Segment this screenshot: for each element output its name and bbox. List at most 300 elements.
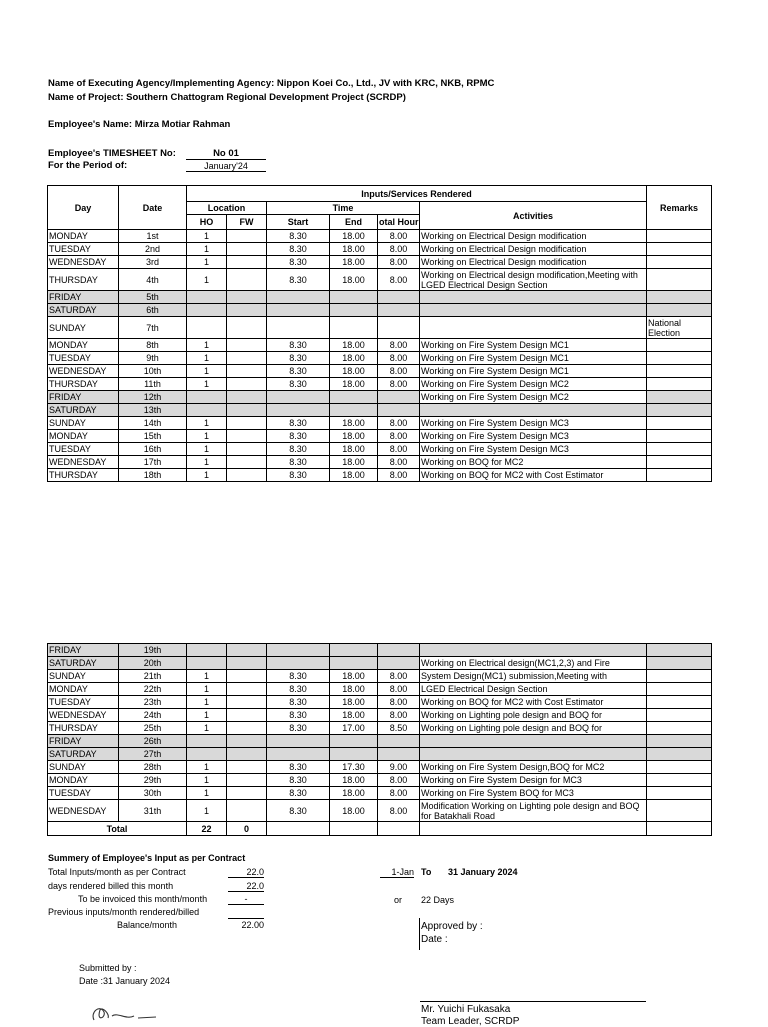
approver-line bbox=[420, 1001, 646, 1002]
row-ho: 1 bbox=[187, 670, 227, 683]
table-row bbox=[48, 391, 712, 404]
row-ho: 1 bbox=[187, 800, 227, 822]
signature-mark bbox=[86, 1002, 166, 1024]
row-end: 17.00 bbox=[330, 722, 378, 735]
row-fw bbox=[227, 256, 267, 269]
row-total bbox=[378, 391, 420, 404]
row-remarks bbox=[647, 683, 712, 696]
row-remarks bbox=[647, 269, 712, 291]
col-total-hour: otal Hour bbox=[378, 215, 420, 230]
row-activity: Working on Fire System Design for MC3 bbox=[420, 774, 647, 787]
row-day: SUNDAY bbox=[48, 670, 119, 683]
row-ho: 1 bbox=[187, 269, 227, 291]
row-activity: Working on Electrical Design modification bbox=[420, 243, 647, 256]
row-day: WEDNESDAY bbox=[48, 456, 119, 469]
row-activity bbox=[420, 304, 647, 317]
row-end: 18.00 bbox=[330, 800, 378, 822]
table-row bbox=[48, 722, 712, 735]
row-total: 8.00 bbox=[378, 800, 420, 822]
row-activity bbox=[420, 291, 647, 304]
row-ho: 1 bbox=[187, 352, 227, 365]
row-day: THURSDAY bbox=[48, 469, 119, 482]
row-activity: Working on Electrical Design modification bbox=[420, 256, 647, 269]
row-date: 24th bbox=[119, 709, 187, 722]
row-remarks bbox=[647, 417, 712, 430]
col-start: Start bbox=[267, 215, 330, 230]
approved-by: Approved by : bbox=[421, 921, 483, 932]
row-remarks bbox=[647, 696, 712, 709]
row-total bbox=[378, 317, 420, 339]
row-remarks bbox=[647, 404, 712, 417]
row-date: 8th bbox=[119, 339, 187, 352]
row-start: 8.30 bbox=[267, 670, 330, 683]
row-ho: 1 bbox=[187, 417, 227, 430]
row-fw bbox=[227, 243, 267, 256]
summary-days: 22 Days bbox=[421, 895, 455, 905]
row-total: 8.00 bbox=[378, 230, 420, 243]
summary-v2: 22.0 bbox=[228, 881, 264, 892]
row-start bbox=[267, 657, 330, 670]
row-total bbox=[378, 748, 420, 761]
row-date: 7th bbox=[119, 317, 187, 339]
row-total: 9.00 bbox=[378, 761, 420, 774]
approved-date: Date : bbox=[421, 934, 448, 945]
table-row bbox=[48, 243, 712, 256]
row-start: 8.30 bbox=[267, 269, 330, 291]
row-date: 27th bbox=[119, 748, 187, 761]
total-label: Total bbox=[48, 822, 187, 836]
row-start: 8.30 bbox=[267, 430, 330, 443]
row-remarks bbox=[647, 456, 712, 469]
total-ho: 22 bbox=[187, 822, 227, 836]
row-day: WEDNESDAY bbox=[48, 365, 119, 378]
row-ho: 1 bbox=[187, 469, 227, 482]
submitted-by: Submitted by : bbox=[79, 963, 137, 973]
table-row bbox=[48, 696, 712, 709]
row-end: 18.00 bbox=[330, 417, 378, 430]
row-date: 26th bbox=[119, 735, 187, 748]
row-day: WEDNESDAY bbox=[48, 256, 119, 269]
row-start: 8.30 bbox=[267, 352, 330, 365]
row-date: 5th bbox=[119, 291, 187, 304]
row-remarks bbox=[647, 430, 712, 443]
row-total: 8.00 bbox=[378, 683, 420, 696]
col-ho: HO bbox=[187, 215, 227, 230]
row-day: TUESDAY bbox=[48, 243, 119, 256]
row-ho bbox=[187, 291, 227, 304]
row-day: TUESDAY bbox=[48, 696, 119, 709]
row-end bbox=[330, 291, 378, 304]
row-fw bbox=[227, 378, 267, 391]
row-day: SATURDAY bbox=[48, 748, 119, 761]
row-start bbox=[267, 391, 330, 404]
row-date: 21th bbox=[119, 670, 187, 683]
row-activity: Working on BOQ for MC2 bbox=[420, 456, 647, 469]
row-remarks bbox=[647, 644, 712, 657]
agency-line: Name of Executing Agency/Implementing Agency: Nippon Koei Co., Ltd., JV with KRC, NKB, RPMC bbox=[48, 78, 495, 89]
table-row bbox=[48, 469, 712, 482]
row-remarks bbox=[647, 378, 712, 391]
row-start bbox=[267, 304, 330, 317]
row-day: WEDNESDAY bbox=[48, 709, 119, 722]
row-ho: 1 bbox=[187, 696, 227, 709]
row-date: 22th bbox=[119, 683, 187, 696]
row-day: SATURDAY bbox=[48, 404, 119, 417]
row-end: 18.00 bbox=[330, 269, 378, 291]
summary-or: or bbox=[394, 895, 403, 905]
row-end: 18.00 bbox=[330, 430, 378, 443]
summary-l3: To be invoiced this month/month bbox=[78, 894, 208, 904]
row-remarks bbox=[647, 657, 712, 670]
row-total: 8.00 bbox=[378, 787, 420, 800]
row-activity: System Design(MC1) submission,Meeting with bbox=[420, 670, 647, 683]
row-remarks bbox=[647, 735, 712, 748]
row-remarks bbox=[647, 391, 712, 404]
row-fw bbox=[227, 670, 267, 683]
table-row bbox=[48, 456, 712, 469]
row-date: 17th bbox=[119, 456, 187, 469]
row-fw bbox=[227, 317, 267, 339]
row-fw bbox=[227, 230, 267, 243]
row-start: 8.30 bbox=[267, 800, 330, 822]
row-end: 18.00 bbox=[330, 787, 378, 800]
row-date: 13th bbox=[119, 404, 187, 417]
table-row bbox=[48, 404, 712, 417]
row-fw bbox=[227, 683, 267, 696]
row-date: 18th bbox=[119, 469, 187, 482]
row-activity: Working on Electrical Design modification bbox=[420, 230, 647, 243]
row-remarks bbox=[647, 774, 712, 787]
row-remarks bbox=[647, 339, 712, 352]
row-activity bbox=[420, 644, 647, 657]
row-date: 31th bbox=[119, 800, 187, 822]
row-ho: 1 bbox=[187, 722, 227, 735]
period-value: January'24 bbox=[186, 161, 266, 172]
row-day: SUNDAY bbox=[48, 317, 119, 339]
row-activity: Working on Electrical design modification,Meeting with LGED Electrical Design Section bbox=[420, 269, 647, 291]
row-ho: 1 bbox=[187, 243, 227, 256]
row-start: 8.30 bbox=[267, 378, 330, 391]
row-date: 1st bbox=[119, 230, 187, 243]
row-total: 8.00 bbox=[378, 430, 420, 443]
row-date: 30th bbox=[119, 787, 187, 800]
row-ho: 1 bbox=[187, 761, 227, 774]
row-ho bbox=[187, 748, 227, 761]
row-start bbox=[267, 317, 330, 339]
row-total bbox=[378, 644, 420, 657]
row-end: 18.00 bbox=[330, 774, 378, 787]
table-row bbox=[48, 787, 712, 800]
row-end bbox=[330, 657, 378, 670]
row-activity: Working on BOQ for MC2 with Cost Estimator bbox=[420, 696, 647, 709]
row-activity: Working on Fire System Design MC1 bbox=[420, 352, 647, 365]
row-remarks bbox=[647, 443, 712, 456]
submitted-date: Date :31 January 2024 bbox=[79, 976, 171, 986]
row-remarks bbox=[647, 748, 712, 761]
summary-l2: days rendered billed this month bbox=[48, 881, 174, 891]
row-activity: Working on Fire System BOQ for MC3 bbox=[420, 787, 647, 800]
row-start bbox=[267, 735, 330, 748]
summary-l5: Balance/month bbox=[117, 920, 178, 930]
row-remarks bbox=[647, 365, 712, 378]
row-total bbox=[378, 291, 420, 304]
row-total: 8.00 bbox=[378, 774, 420, 787]
row-total: 8.00 bbox=[378, 443, 420, 456]
summary-l4: Previous inputs/month rendered/billed bbox=[48, 907, 200, 917]
row-fw bbox=[227, 657, 267, 670]
row-date: 29th bbox=[119, 774, 187, 787]
col-date: Date bbox=[119, 186, 187, 230]
table-row bbox=[48, 230, 712, 243]
row-day: SATURDAY bbox=[48, 304, 119, 317]
table-row bbox=[48, 761, 712, 774]
row-end: 18.00 bbox=[330, 709, 378, 722]
table-row bbox=[48, 657, 712, 670]
row-fw bbox=[227, 761, 267, 774]
row-end: 18.00 bbox=[330, 352, 378, 365]
row-activity: Working on Fire System Design MC3 bbox=[420, 417, 647, 430]
row-remarks bbox=[647, 230, 712, 243]
row-end: 18.00 bbox=[330, 243, 378, 256]
timesheet-table-1 bbox=[47, 185, 712, 482]
row-date: 20th bbox=[119, 657, 187, 670]
row-date: 4th bbox=[119, 269, 187, 291]
row-fw bbox=[227, 787, 267, 800]
row-end: 18.00 bbox=[330, 696, 378, 709]
row-total: 8.00 bbox=[378, 256, 420, 269]
period-label: For the Period of: bbox=[48, 160, 128, 171]
row-start: 8.30 bbox=[267, 339, 330, 352]
row-activity: Working on Fire System Design MC1 bbox=[420, 365, 647, 378]
row-end bbox=[330, 317, 378, 339]
row-end: 18.00 bbox=[330, 378, 378, 391]
row-total: 8.00 bbox=[378, 709, 420, 722]
table-row bbox=[48, 304, 712, 317]
row-total: 8.00 bbox=[378, 670, 420, 683]
row-fw bbox=[227, 417, 267, 430]
row-total bbox=[378, 735, 420, 748]
row-start bbox=[267, 748, 330, 761]
table-row bbox=[48, 644, 712, 657]
row-day: FRIDAY bbox=[48, 735, 119, 748]
row-total: 8.00 bbox=[378, 469, 420, 482]
row-total bbox=[378, 404, 420, 417]
summary-v4 bbox=[228, 907, 264, 919]
row-remarks bbox=[647, 352, 712, 365]
row-day: MONDAY bbox=[48, 683, 119, 696]
row-total: 8.00 bbox=[378, 365, 420, 378]
table-row bbox=[48, 670, 712, 683]
table-row bbox=[48, 748, 712, 761]
row-fw bbox=[227, 735, 267, 748]
row-ho: 1 bbox=[187, 443, 227, 456]
row-start: 8.30 bbox=[267, 417, 330, 430]
row-ho: 1 bbox=[187, 256, 227, 269]
row-end: 18.00 bbox=[330, 670, 378, 683]
row-ho bbox=[187, 391, 227, 404]
row-remarks bbox=[647, 761, 712, 774]
row-ho: 1 bbox=[187, 774, 227, 787]
row-total: 8.00 bbox=[378, 417, 420, 430]
table-row bbox=[48, 378, 712, 391]
row-end bbox=[330, 735, 378, 748]
row-fw bbox=[227, 696, 267, 709]
row-total: 8.50 bbox=[378, 722, 420, 735]
row-day: WEDNESDAY bbox=[48, 800, 119, 822]
row-fw bbox=[227, 365, 267, 378]
row-remarks bbox=[647, 469, 712, 482]
row-day: THURSDAY bbox=[48, 722, 119, 735]
row-ho bbox=[187, 644, 227, 657]
col-remarks: Remarks bbox=[647, 186, 712, 230]
table-row bbox=[48, 256, 712, 269]
row-day: TUESDAY bbox=[48, 787, 119, 800]
timesheet-table-2 bbox=[47, 643, 712, 836]
row-fw bbox=[227, 339, 267, 352]
col-day: Day bbox=[48, 186, 119, 230]
row-ho: 1 bbox=[187, 787, 227, 800]
row-end bbox=[330, 644, 378, 657]
row-ho: 1 bbox=[187, 378, 227, 391]
row-ho bbox=[187, 304, 227, 317]
row-fw bbox=[227, 456, 267, 469]
row-total: 8.00 bbox=[378, 339, 420, 352]
row-date: 23th bbox=[119, 696, 187, 709]
timesheet-no: No 01 bbox=[186, 148, 266, 160]
row-start: 8.30 bbox=[267, 243, 330, 256]
row-activity: Working on BOQ for MC2 with Cost Estimator bbox=[420, 469, 647, 482]
row-end: 18.00 bbox=[330, 443, 378, 456]
row-fw bbox=[227, 709, 267, 722]
col-fw: FW bbox=[227, 215, 267, 230]
row-end bbox=[330, 404, 378, 417]
row-end: 18.00 bbox=[330, 469, 378, 482]
row-activity: Working on Fire System Design MC2 bbox=[420, 391, 647, 404]
row-fw bbox=[227, 722, 267, 735]
row-start bbox=[267, 291, 330, 304]
row-total: 8.00 bbox=[378, 378, 420, 391]
col-time: Time bbox=[267, 202, 420, 215]
row-day: MONDAY bbox=[48, 430, 119, 443]
col-end: End bbox=[330, 215, 378, 230]
col-location: Location bbox=[187, 202, 267, 215]
row-start: 8.30 bbox=[267, 230, 330, 243]
row-fw bbox=[227, 269, 267, 291]
row-end: 18.00 bbox=[330, 456, 378, 469]
row-remarks bbox=[647, 800, 712, 822]
row-day: SUNDAY bbox=[48, 761, 119, 774]
row-end: 17.30 bbox=[330, 761, 378, 774]
row-activity bbox=[420, 748, 647, 761]
summary-v3: - bbox=[228, 894, 264, 905]
table-row bbox=[48, 709, 712, 722]
row-activity: Working on Fire System Design MC3 bbox=[420, 430, 647, 443]
row-total bbox=[378, 657, 420, 670]
row-day: TUESDAY bbox=[48, 352, 119, 365]
project-line: Name of Project: Southern Chattogram Regional Development Project (SCRDP) bbox=[48, 92, 406, 103]
row-start bbox=[267, 404, 330, 417]
row-activity: Working on Fire System Design,BOQ for MC2 bbox=[420, 761, 647, 774]
row-remarks bbox=[647, 709, 712, 722]
row-date: 2nd bbox=[119, 243, 187, 256]
row-total: 8.00 bbox=[378, 243, 420, 256]
row-activity: Working on Lighting pole design and BOQ for bbox=[420, 722, 647, 735]
row-day: THURSDAY bbox=[48, 378, 119, 391]
row-day: THURSDAY bbox=[48, 269, 119, 291]
row-date: 28th bbox=[119, 761, 187, 774]
table-row bbox=[48, 800, 712, 822]
timesheet-label: Employee's TIMESHEET No: bbox=[48, 148, 176, 159]
row-ho bbox=[187, 735, 227, 748]
row-ho: 1 bbox=[187, 456, 227, 469]
row-total: 8.00 bbox=[378, 456, 420, 469]
row-activity: LGED Electrical Design Section bbox=[420, 683, 647, 696]
row-ho: 1 bbox=[187, 709, 227, 722]
row-day: FRIDAY bbox=[48, 644, 119, 657]
row-ho bbox=[187, 657, 227, 670]
row-date: 11th bbox=[119, 378, 187, 391]
row-fw bbox=[227, 443, 267, 456]
row-ho: 1 bbox=[187, 230, 227, 243]
row-start: 8.30 bbox=[267, 709, 330, 722]
row-remarks bbox=[647, 787, 712, 800]
row-date: 12th bbox=[119, 391, 187, 404]
row-start: 8.30 bbox=[267, 787, 330, 800]
row-day: FRIDAY bbox=[48, 291, 119, 304]
row-ho: 1 bbox=[187, 683, 227, 696]
row-start: 8.30 bbox=[267, 761, 330, 774]
row-fw bbox=[227, 352, 267, 365]
summary-v5: 22.00 bbox=[241, 920, 264, 930]
row-ho bbox=[187, 404, 227, 417]
table-row bbox=[48, 352, 712, 365]
row-activity: Working on Electrical design(MC1,2,3) and Fire bbox=[420, 657, 647, 670]
approval-divider bbox=[419, 918, 420, 950]
row-end: 18.00 bbox=[330, 256, 378, 269]
summary-title: Summery of Employee's Input as per Contract bbox=[48, 853, 246, 863]
row-total: 8.00 bbox=[378, 352, 420, 365]
row-remarks: National Election bbox=[647, 317, 712, 339]
row-day: SUNDAY bbox=[48, 417, 119, 430]
row-date: 16th bbox=[119, 443, 187, 456]
row-end bbox=[330, 304, 378, 317]
row-start bbox=[267, 644, 330, 657]
row-date: 15th bbox=[119, 430, 187, 443]
row-activity bbox=[420, 317, 647, 339]
row-activity bbox=[420, 735, 647, 748]
row-date: 3rd bbox=[119, 256, 187, 269]
row-day: FRIDAY bbox=[48, 391, 119, 404]
row-start: 8.30 bbox=[267, 774, 330, 787]
row-remarks bbox=[647, 722, 712, 735]
row-day: MONDAY bbox=[48, 774, 119, 787]
col-activities: Activities bbox=[420, 202, 647, 230]
employee-name: Employee's Name: Mirza Motiar Rahman bbox=[48, 119, 231, 130]
row-start: 8.30 bbox=[267, 469, 330, 482]
table-row bbox=[48, 430, 712, 443]
row-date: 14th bbox=[119, 417, 187, 430]
row-total: 8.00 bbox=[378, 269, 420, 291]
row-end: 18.00 bbox=[330, 683, 378, 696]
table-row bbox=[48, 735, 712, 748]
row-end: 18.00 bbox=[330, 365, 378, 378]
row-fw bbox=[227, 748, 267, 761]
row-start: 8.30 bbox=[267, 696, 330, 709]
row-end bbox=[330, 748, 378, 761]
row-start: 8.30 bbox=[267, 365, 330, 378]
summary-l1: Total Inputs/month as per Contract bbox=[48, 867, 186, 877]
row-day: MONDAY bbox=[48, 230, 119, 243]
